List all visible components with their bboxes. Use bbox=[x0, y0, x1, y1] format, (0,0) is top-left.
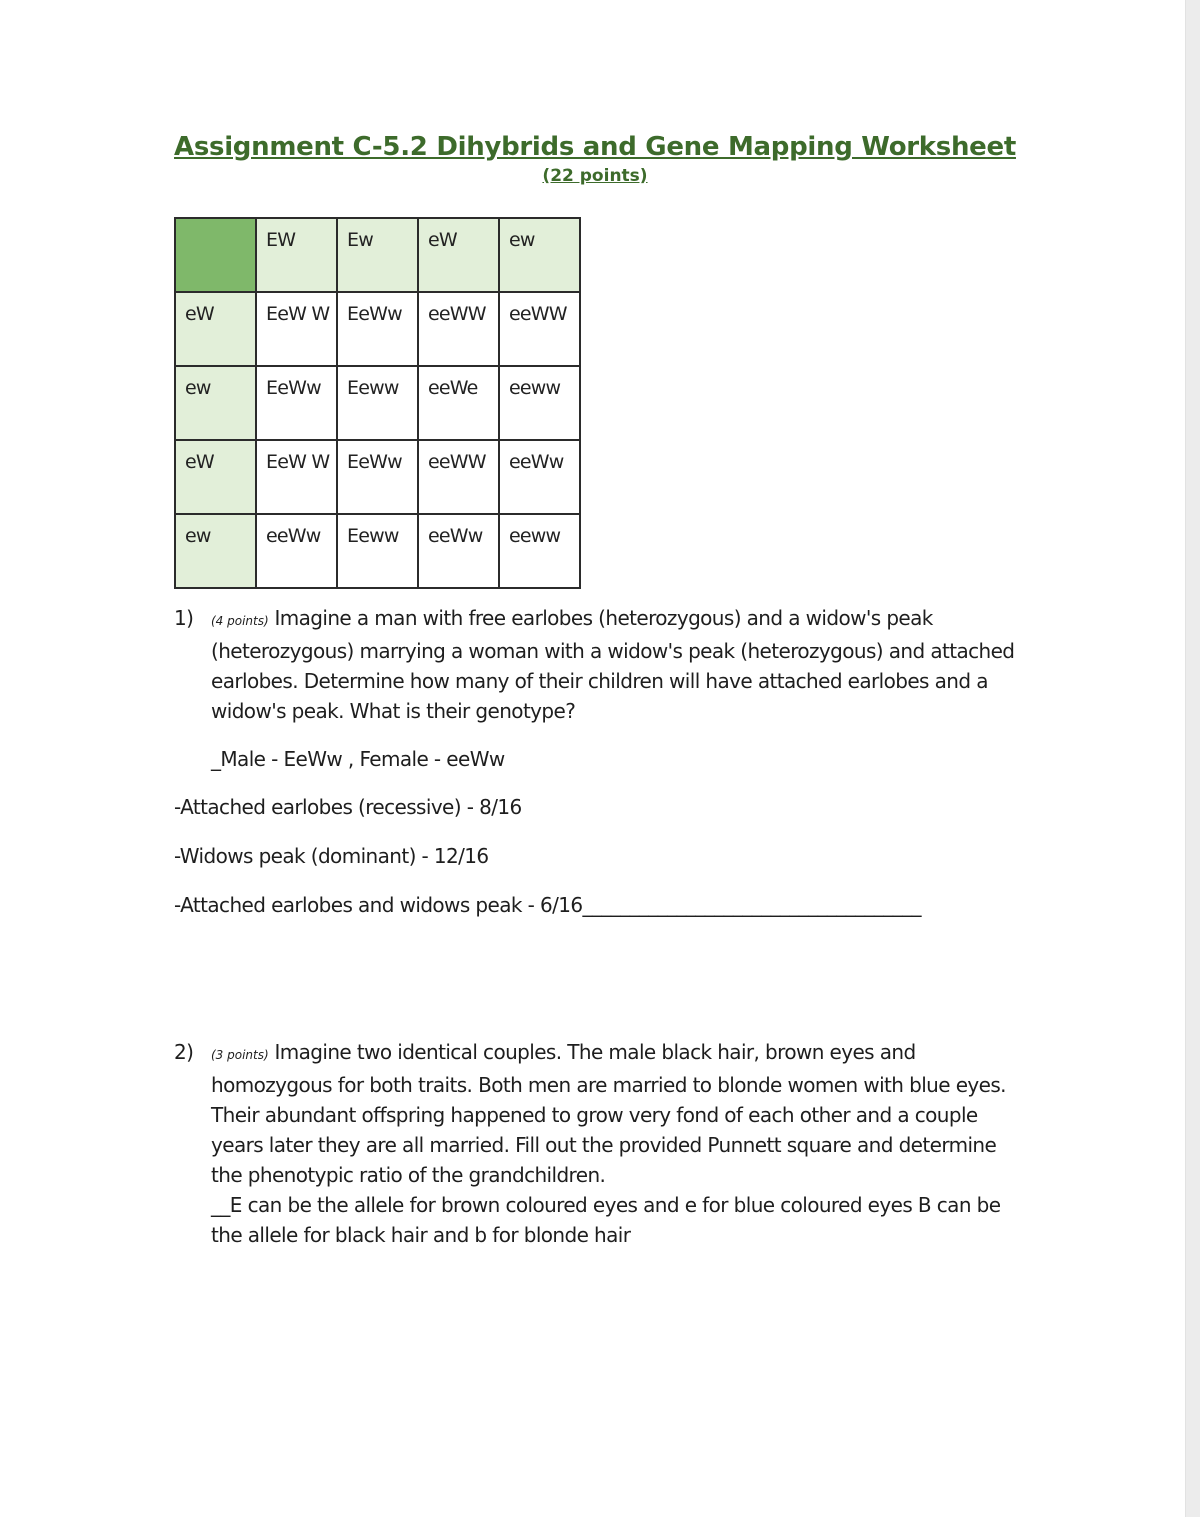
question-1-text bbox=[211, 603, 1031, 726]
punnett-cell: EeW W bbox=[256, 292, 337, 366]
vertical-scrollbar[interactable] bbox=[1185, 0, 1200, 1517]
punnett-cell: EeWw bbox=[337, 292, 418, 366]
punnett-row bbox=[175, 440, 580, 514]
question-2-prompt: Imagine two identical couples. The male black hair, brown eyes and homozygous for both traits. Both men are married to blonde women with blue eyes. Their abundant offspring happened to grow very fond of each other and a couple years later they are all married. Fill out the provided Punnett square and determine the phenotypic ratio of the grandchildren. bbox=[211, 1040, 1006, 1187]
punnett-row-header-cell: eW bbox=[175, 292, 256, 366]
punnett-cell: eeWW bbox=[499, 292, 580, 366]
punnett-header-cell: Ew bbox=[337, 218, 418, 292]
punnett-row bbox=[175, 292, 580, 366]
punnett-row-header-cell: eW bbox=[175, 440, 256, 514]
punnett-cell: eeWw bbox=[256, 514, 337, 588]
answer-attached-and-widows: -Attached earlobes and widows peak - 6/16____________________________________ bbox=[174, 893, 921, 917]
punnett-header-row bbox=[175, 218, 580, 292]
punnett-cell: EeW W bbox=[256, 440, 337, 514]
question-1-prompt: Imagine a man with free earlobes (heterozygous) and a widow's peak (heterozygous) marrying a woman with a widow's peak (heterozygous) and attached earlobes. Determine how many of their children will have attached earlobes and a widow's peak. What is their genotype? bbox=[211, 606, 1015, 723]
punnett-cell: eeWW bbox=[418, 292, 499, 366]
punnett-cell: eeWW bbox=[418, 440, 499, 514]
question-2-text bbox=[211, 1037, 1031, 1250]
punnett-cell: eeww bbox=[499, 366, 580, 440]
punnett-cell: Eeww bbox=[337, 366, 418, 440]
question-2-note: __E can be the allele for brown coloured eyes and e for blue coloured eyes B can be the allele for black hair and b for blonde hair bbox=[211, 1193, 1001, 1247]
question-2-points: (3 points) bbox=[211, 1048, 269, 1062]
question-1-number: 1) bbox=[174, 606, 194, 630]
punnett-row bbox=[175, 366, 580, 440]
punnett-header-cell: EW bbox=[256, 218, 337, 292]
answer-attached-earlobes: -Attached earlobes (recessive) - 8/16 bbox=[174, 795, 522, 819]
page-title: Assignment C-5.2 Dihybrids and Gene Mapping Worksheet bbox=[174, 132, 1016, 162]
punnett-cell: EeWw bbox=[256, 366, 337, 440]
question-1-points: (4 points) bbox=[211, 614, 269, 628]
punnett-cell: eeww bbox=[499, 514, 580, 588]
answer-genotype: _Male - EeWw , Female - eeWw bbox=[211, 747, 505, 771]
punnett-cell: eeWe bbox=[418, 366, 499, 440]
punnett-row-header-cell: ew bbox=[175, 366, 256, 440]
punnett-header-cell: eW bbox=[418, 218, 499, 292]
page-subtitle: (22 points) bbox=[542, 166, 648, 186]
punnett-cell: eeWw bbox=[499, 440, 580, 514]
punnett-row bbox=[175, 514, 580, 588]
punnett-cell: EeWw bbox=[337, 440, 418, 514]
question-2-number: 2) bbox=[174, 1040, 194, 1064]
punnett-corner-cell bbox=[175, 218, 256, 292]
punnett-cell: Eeww bbox=[337, 514, 418, 588]
punnett-cell: eeWw bbox=[418, 514, 499, 588]
punnett-row-header-cell: ew bbox=[175, 514, 256, 588]
punnett-header-cell: ew bbox=[499, 218, 580, 292]
answer-widows-peak: -Widows peak (dominant) - 12/16 bbox=[174, 844, 489, 868]
punnett-square bbox=[174, 217, 581, 589]
